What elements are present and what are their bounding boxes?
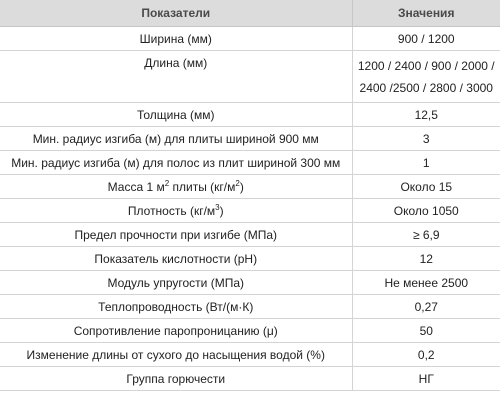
value-cell: 0,27 [352,295,500,319]
parameter-cell [0,199,352,223]
parameter-text: плиты (кг/м [169,179,236,194]
table-row [0,271,500,295]
value-cell: 1 [352,151,500,175]
table-row [0,295,500,319]
parameter-cell: Мин. радиус изгиба (м) для плиты шириной 900 мм [0,127,352,151]
parameter-text: ) [239,179,244,194]
parameter-text: Плотность (кг/м [127,203,216,218]
table-row [0,127,500,151]
parameter-cell [0,175,352,199]
superscript: 2 [235,178,240,188]
value-cell: 12,5 [352,103,500,127]
column-header-parameter: Показатели [0,0,352,27]
parameter-cell: Предел прочности при изгибе (МПа) [0,223,352,247]
parameter-cell: Группа горючести [0,367,352,391]
value-cell [352,51,500,103]
table-row [0,51,500,103]
column-header-value: Значения [352,0,500,27]
value-cell: ≥ 6,9 [352,223,500,247]
value-cell: 12 [352,247,500,271]
value-cell: Около 1050 [352,199,500,223]
table-row [0,367,500,391]
table-row [0,247,500,271]
table-row [0,223,500,247]
parameter-cell: Толщина (мм) [0,103,352,127]
value-cell: 3 [352,127,500,151]
parameter-cell: Изменение длины от сухого до насыщения водой (%) [0,343,352,367]
value-cell: Не менее 2500 [352,271,500,295]
parameter-cell: Теплопроводность (Вт/(м·К) [0,295,352,319]
value-cell: НГ [352,367,500,391]
parameter-text: Масса 1 м [107,179,165,194]
parameter-cell: Мин. радиус изгиба (м) для полос из плит шириной 300 мм [0,151,352,175]
value-line: 2400 /2500 / 2800 / 3000 [359,80,493,95]
value-line: 1200 / 2400 / 900 / 2000 / [357,58,495,73]
table-row [0,151,500,175]
table-row [0,175,500,199]
table-row [0,319,500,343]
parameter-cell: Модуль упругости (МПа) [0,271,352,295]
parameter-cell: Показатель кислотности (pH) [0,247,352,271]
superscript: 2 [164,178,170,188]
value-cell: Около 15 [352,175,500,199]
table-row [0,103,500,127]
table-row [0,27,500,51]
value-cell: 0,2 [352,343,500,367]
value-cell: 900 / 1200 [352,27,500,51]
parameter-text: ) [219,203,224,218]
table-row [0,199,500,223]
table-row [0,343,500,367]
parameter-cell: Длина (мм) [0,51,352,103]
value-cell: 50 [352,319,500,343]
superscript: 3 [215,202,220,212]
parameter-cell: Ширина (мм) [0,27,352,51]
table-header-row [0,0,500,27]
parameter-cell: Сопротивление паропроницанию (μ) [0,319,352,343]
